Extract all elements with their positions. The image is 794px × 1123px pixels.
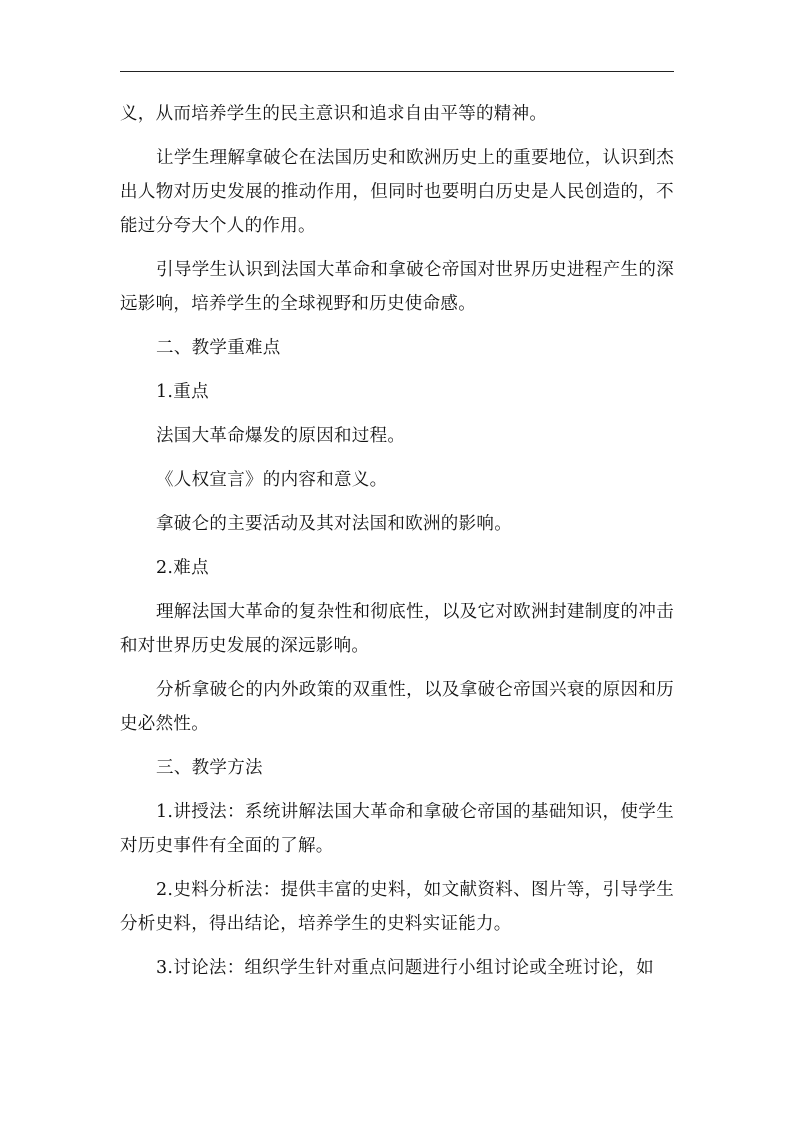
paragraph-continuation: 义，从而培养学生的民主意识和追求自由平等的精神。 [120, 104, 548, 124]
paragraph-difficulty-2: 分析拿破仑的内外政策的双重性，以及拿破仑帝国兴衰的原因和历史必然性。 [120, 680, 674, 734]
paragraph-focus-2: 《人权宣言》的内容和意义。 [156, 470, 388, 490]
section-heading-key-points: 二、教学重难点 [156, 338, 281, 358]
paragraph-focus-3: 拿破仑的主要活动及其对法国和欧洲的影响。 [156, 514, 512, 534]
paragraph-method-lecture: 1.讲授法：系统讲解法国大革命和拿破仑帝国的基础知识，使学生对历史事件有全面的了解。 [120, 802, 674, 856]
paragraph-focus-1: 法国大革命爆发的原因和过程。 [156, 426, 406, 446]
paragraph-method-discussion: 3.讨论法：组织学生针对重点问题进行小组讨论或全班讨论，如 [156, 958, 654, 978]
paragraph-difficulty-1: 理解法国大革命的复杂性和彻底性，以及它对欧洲封建制度的冲击和对世界历史发展的深远影响。 [120, 602, 674, 656]
paragraph-method-source-analysis: 2.史料分析法：提供丰富的史料，如文献资料、图片等，引导学生分析史料，得出结论，培养学生的史料实证能力。 [120, 880, 674, 934]
paragraph-world-influence: 引导学生认识到法国大革命和拿破仑帝国对世界历史进程产生的深远影响，培养学生的全球视野和历史使命感。 [120, 260, 674, 314]
subheading-focus: 1.重点 [156, 382, 209, 402]
subheading-difficulty: 2.难点 [156, 558, 209, 578]
document-body [120, 97, 674, 995]
section-heading-methods: 三、教学方法 [156, 758, 263, 778]
paragraph-napoleon-role: 让学生理解拿破仑在法国历史和欧洲历史上的重要地位，认识到杰出人物对历史发展的推动作用，但同时也要明白历史是人民创造的，不能过分夸大个人的作用。 [120, 148, 674, 236]
header-rule [120, 71, 674, 72]
